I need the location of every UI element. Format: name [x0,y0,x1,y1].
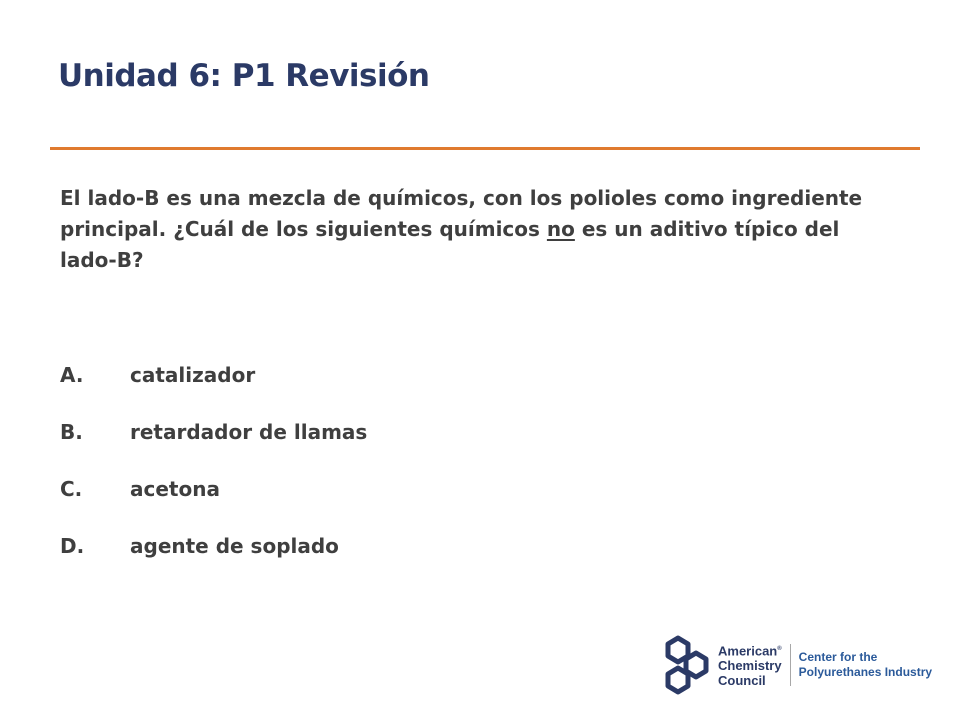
question-text-part2: es un aditivo típico del lado-B? [60,217,840,272]
option-c [60,472,367,529]
question-emphasis: no [546,217,575,241]
option-a [60,358,367,415]
acc-line-2: Chemistry [718,658,782,674]
option-b [60,415,367,472]
center-wordmark [799,650,932,680]
center-line-2: Polyurethanes Industry [798,665,933,679]
option-a-text: catalizador [130,363,256,387]
option-d [60,529,367,586]
option-b-text: retardador de llamas [130,420,368,444]
registered-mark: ® [777,645,782,652]
answer-options [60,358,367,586]
slide-title: Unidad 6: P1 Revisión [58,58,430,94]
acc-line-1: American [718,643,778,659]
title-divider [50,147,920,150]
acc-wordmark [718,642,782,688]
option-b-letter: B. [60,420,83,444]
option-c-text: acetona [130,477,220,501]
option-a-letter: A. [60,363,84,387]
question-text [60,183,880,276]
center-line-1: Center for the [798,650,878,664]
acc-logo [662,632,942,698]
option-c-letter: C. [60,477,83,501]
question-text-part1: El lado-B es una mezcla de químicos, con los polioles como ingrediente principal. ¿Cuál de los siguientes químicos [60,186,863,241]
acc-line-3: Council [718,673,766,689]
logo-divider [790,644,791,686]
option-d-letter: D. [60,534,85,558]
option-d-text: agente de soplado [130,534,339,558]
hexagon-cluster-icon [662,632,716,698]
